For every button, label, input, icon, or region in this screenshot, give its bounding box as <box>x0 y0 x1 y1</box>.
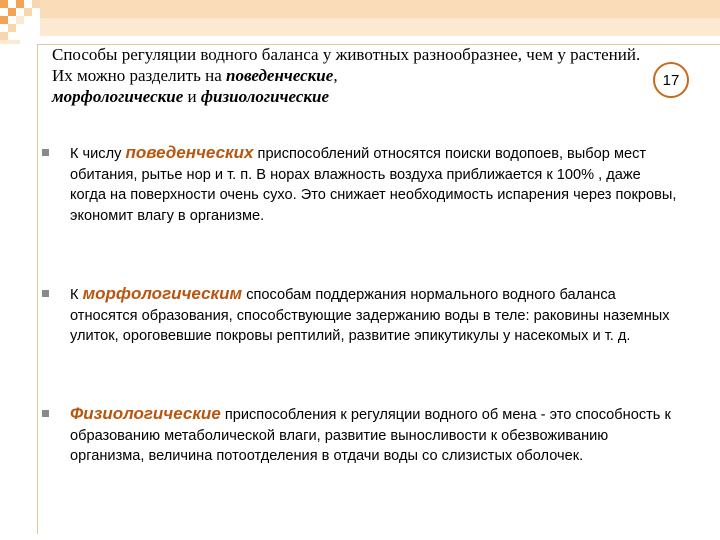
item-post: приспособлений относятся поиски водопоев, выбор мест обитания, рытье нор и т. п. В норах влажность воздуха приближается к 100% , даже когда на поверхности очень сухо. Это снижает необходимость испарения через покровы, экономит влагу в организме. <box>70 146 677 224</box>
item-pre: К числу <box>70 146 126 162</box>
title-separator-2: и <box>183 87 201 106</box>
list-item-physiological <box>38 404 678 467</box>
title-term-morphological: морфологические <box>52 87 184 106</box>
item-post: способам поддержания нормального водного баланса относятся образования, способствующие задержанию воды в теле: раковины наземных улиток, ороговевшие покровы рептилий, развитие эпикутикулы у насекомых и т. д. <box>70 287 670 344</box>
list-item-text <box>70 143 678 226</box>
item-term: поведенческих <box>125 143 254 162</box>
list-item-behavioral <box>38 143 678 226</box>
list-item-text <box>70 404 678 467</box>
slide-title <box>52 44 652 107</box>
slide-number: 17 <box>662 71 680 89</box>
list-item-text <box>70 284 678 347</box>
square-bullet-icon <box>42 290 49 297</box>
item-term: морфологическим <box>82 284 243 303</box>
item-post: приспособления к регуляции водного об мена - это способность к образованию метаболической влаги, развитие выносливости к обезвоживанию организма, величина потоотделения в отдачи воды со слизистых оболочек. <box>70 407 671 464</box>
square-bullet-icon <box>42 149 49 156</box>
item-pre: К <box>70 287 83 303</box>
slide-number-badge <box>653 62 689 98</box>
title-text: Способы регуляции водного баланса у животных разнообразнее, чем у растений. Их можно разделить на <box>52 45 641 85</box>
title-separator-1: , <box>333 66 338 85</box>
square-bullet-icon <box>42 410 49 417</box>
title-term-behavioral: поведенческие <box>226 66 334 85</box>
item-term: Физиологические <box>70 404 221 423</box>
list-item-morphological <box>38 284 678 347</box>
title-term-physiological: физиологические <box>200 87 330 106</box>
